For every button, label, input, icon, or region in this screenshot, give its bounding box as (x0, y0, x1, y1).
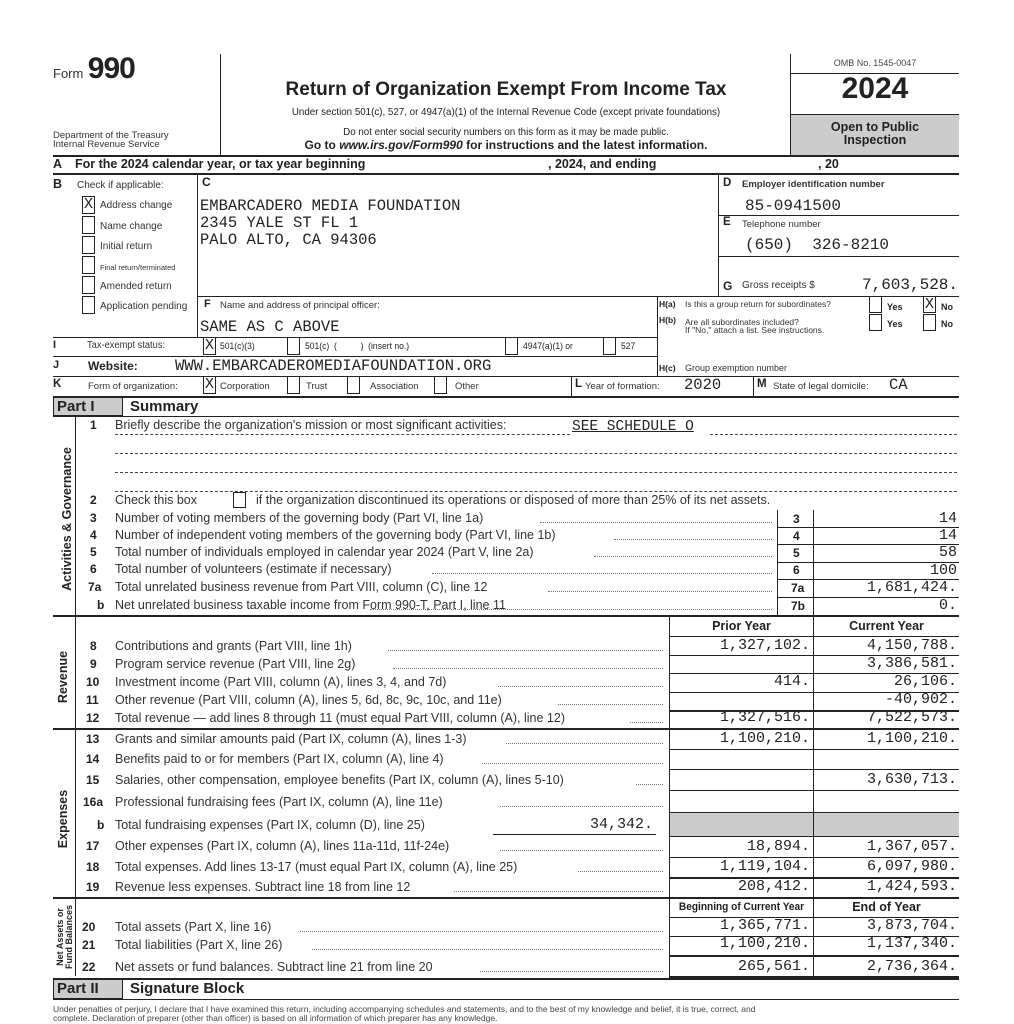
principal-officer-value: SAME AS C ABOVE (200, 318, 340, 336)
shaded-cell (670, 813, 959, 836)
telephone-value: (650) 326-8210 (745, 236, 890, 254)
website-value[interactable]: WWW.EMBARCADEROMEDIAFOUNDATION.ORG (175, 357, 492, 375)
revenue-label: Revenue (56, 650, 70, 704)
address-line2: PALO ALTO, CA 94306 (200, 231, 377, 249)
ein-value: 85-0941500 (745, 197, 842, 215)
mission-value: SEE SCHEDULE O (572, 419, 694, 435)
group-return-no-checkbox[interactable]: X (924, 296, 934, 313)
application-pending-checkbox[interactable] (82, 296, 95, 314)
year-of-formation-value: 2020 (684, 376, 722, 394)
open-to-public-badge: Open to Public Inspection (791, 115, 959, 155)
name-change-checkbox[interactable] (82, 216, 95, 234)
subordinates-yes-checkbox[interactable] (869, 314, 882, 331)
gross-receipts-value: 7,603,528. (861, 276, 958, 294)
ssn-notice: Do not enter social security numbers on this form as it may be made public. (343, 126, 669, 138)
current-year-header: Current Year (849, 619, 924, 633)
state-domicile-value: CA (889, 376, 908, 394)
end-of-year-header: End of Year (852, 900, 921, 914)
irs-link[interactable]: www.irs.gov/Form990 (339, 138, 463, 152)
final-return-checkbox[interactable] (82, 256, 95, 274)
net-assets-label: Net Assets or Fund Balances (55, 905, 74, 970)
subordinates-no-checkbox[interactable] (923, 314, 936, 331)
501c3-checkbox[interactable]: X (204, 337, 214, 354)
beginning-year-header: Beginning of Current Year (678, 901, 805, 913)
address-change-checkbox[interactable]: X (83, 196, 93, 213)
organization-name: EMBARCADERO MEDIA FOUNDATION (200, 197, 461, 215)
department: Department of the Treasury Internal Revenue Service (53, 130, 169, 150)
trust-checkbox[interactable] (287, 376, 300, 394)
activities-governance-label: Activities & Governance (60, 447, 74, 591)
expenses-label: Expenses (56, 789, 70, 849)
perjury-declaration: Under penalties of perjury, I declare that I have examined this return, including accompanying schedules and statements, and to the best of my knowledge and belief, it is true, correct, and complete. Declaration of preparer (other than officer) is based on all information of which preparer has any knowledge. (53, 1004, 756, 1023)
form-number: Form 990 (53, 52, 135, 85)
organization-name-address (200, 198, 460, 249)
4947-checkbox[interactable] (505, 337, 518, 355)
other-org-checkbox[interactable] (434, 376, 447, 394)
association-checkbox[interactable] (347, 376, 360, 394)
tax-year: 2024 (841, 72, 909, 105)
initial-return-checkbox[interactable] (82, 236, 95, 254)
form-subtitle: Under section 501(c), 527, or 4947(a)(1) of the Internal Revenue Code (except private foundations) (291, 106, 721, 118)
fundraising-expenses-value: 34,342. (589, 816, 653, 833)
527-checkbox[interactable] (603, 337, 616, 355)
prior-year-header: Prior Year (712, 619, 771, 633)
amended-return-checkbox[interactable] (82, 276, 95, 294)
omb-number: OMB No. 1545-0047 (833, 58, 917, 68)
group-return-yes-checkbox[interactable] (869, 296, 882, 313)
address-line1: 2345 YALE ST FL 1 (200, 214, 359, 232)
form-title: Return of Organization Exempt From Income Tax (285, 79, 727, 100)
corporation-checkbox[interactable]: X (204, 376, 214, 393)
discontinued-ops-checkbox[interactable] (233, 492, 246, 508)
instructions-notice: Go to www.irs.gov/Form990 for instructions and the latest information. (304, 138, 708, 152)
501c-other-checkbox[interactable] (287, 337, 300, 355)
